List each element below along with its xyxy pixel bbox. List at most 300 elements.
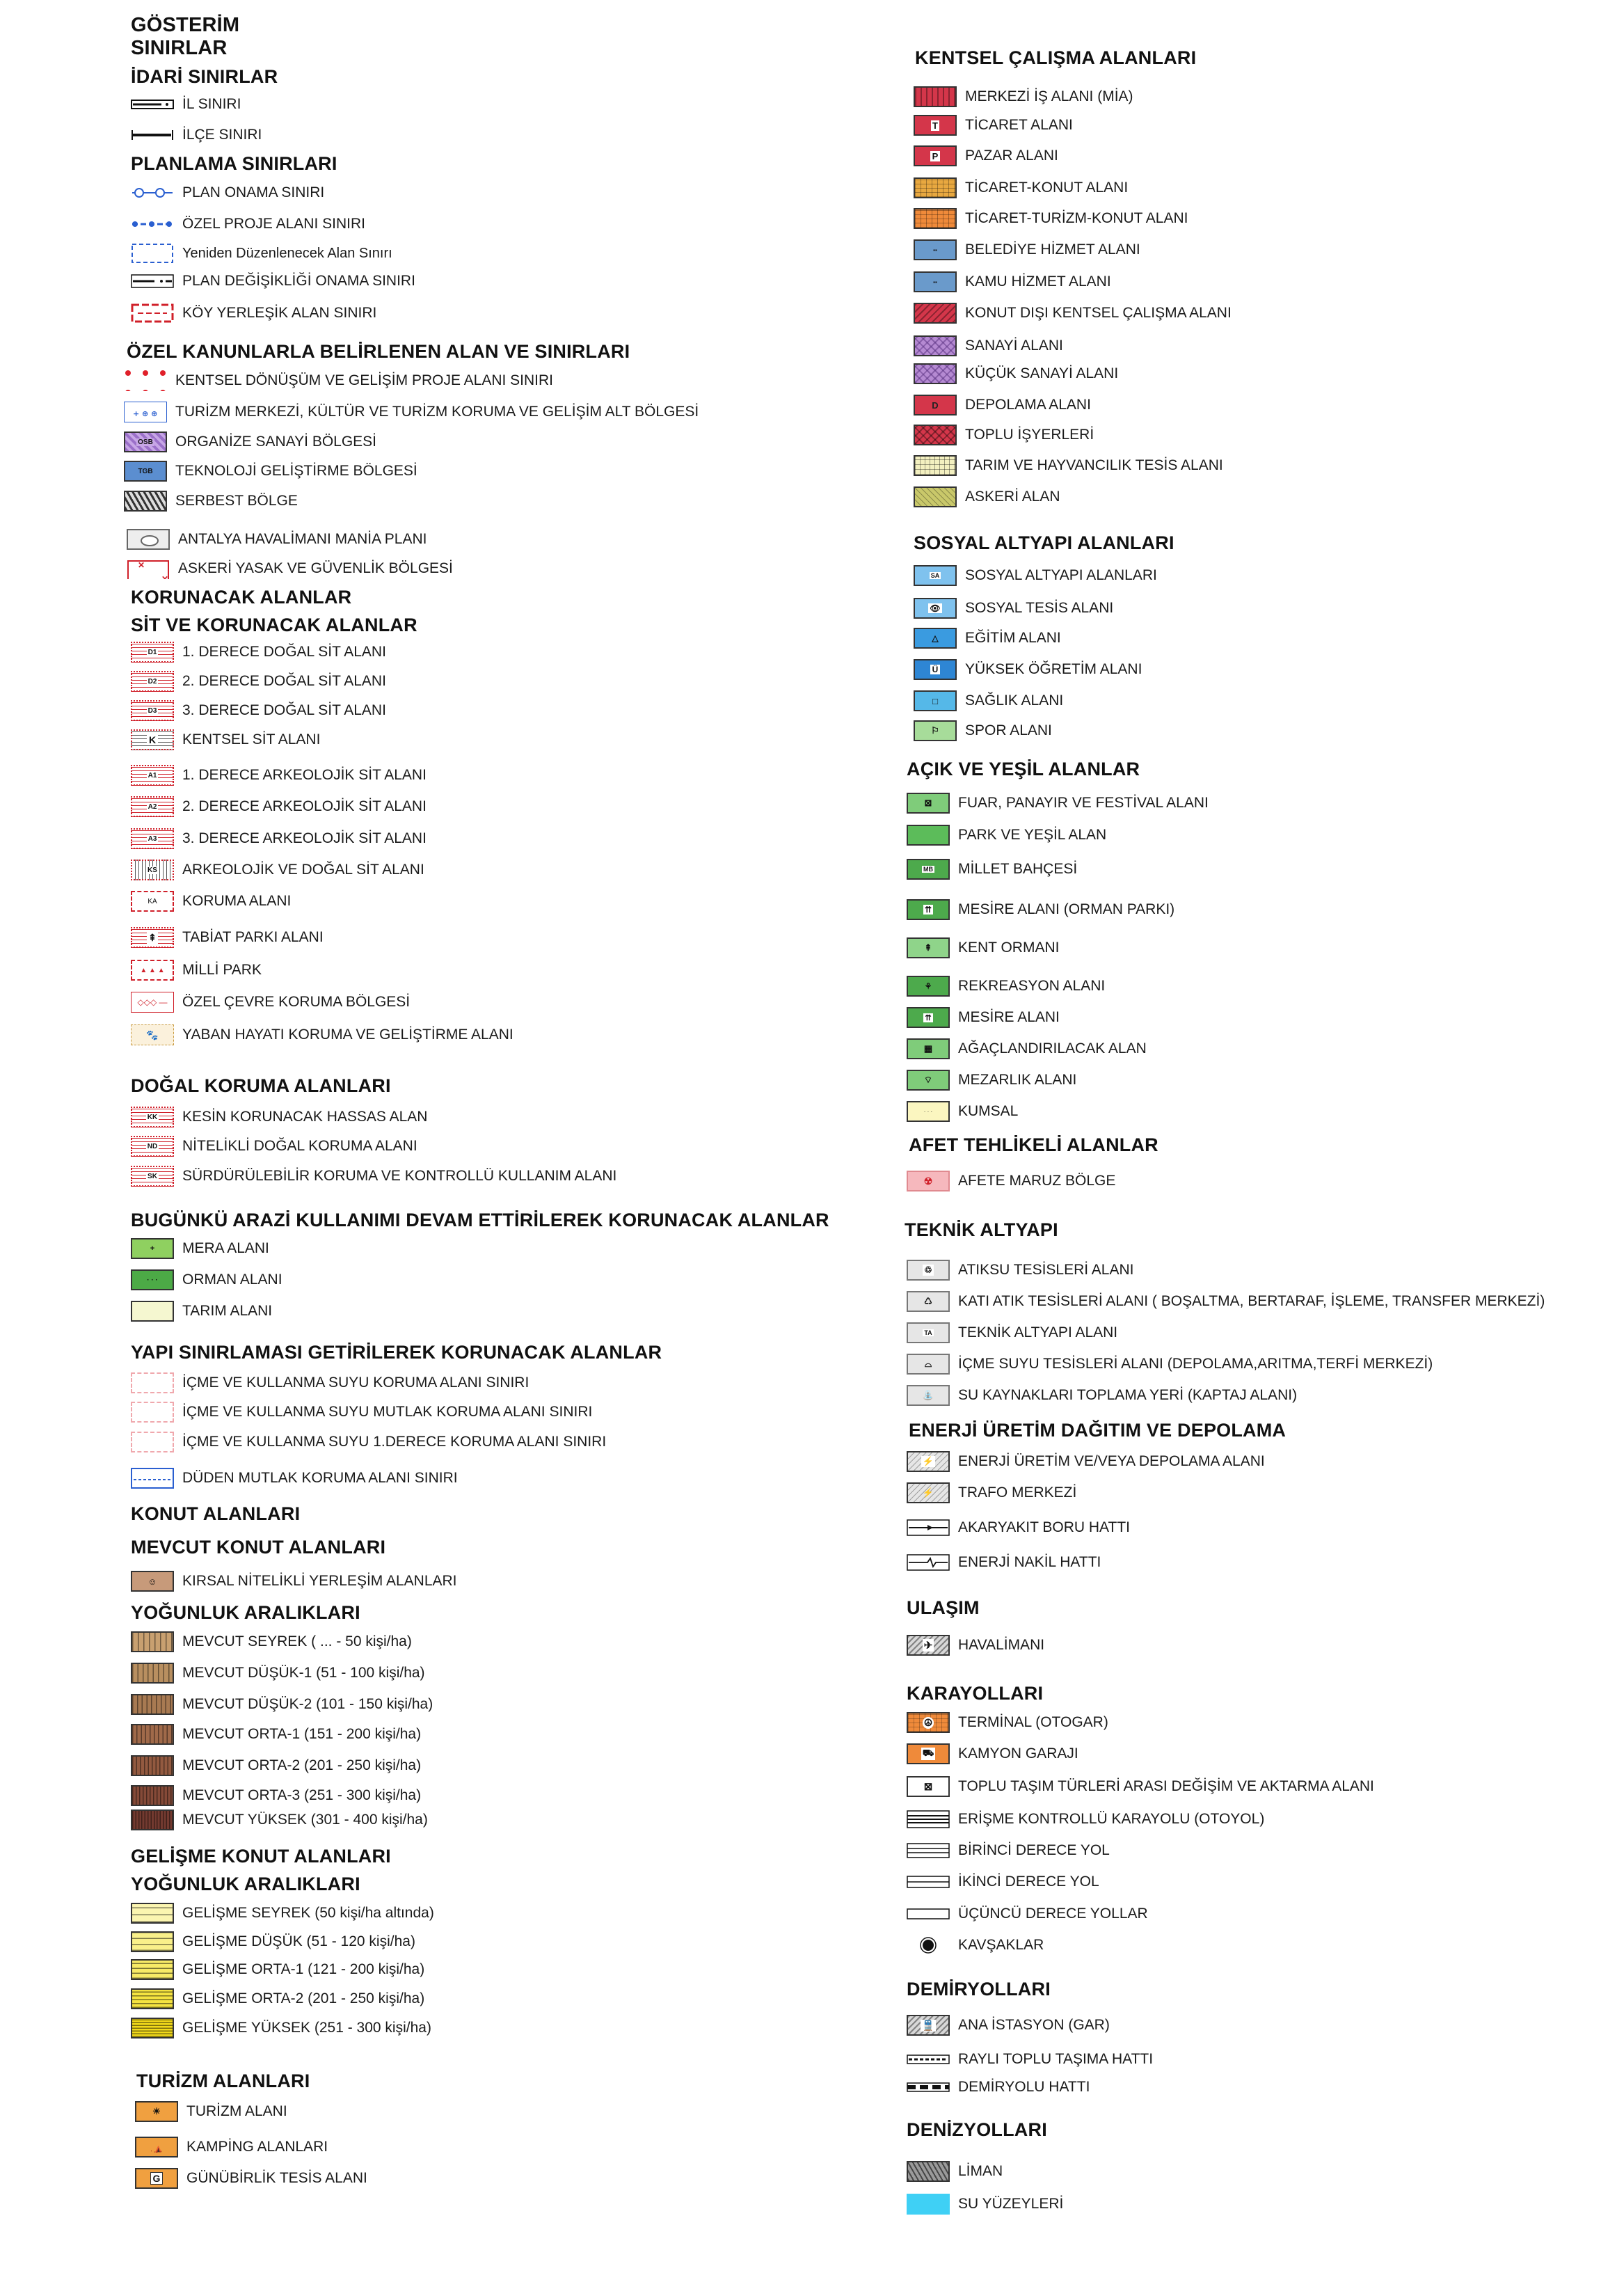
cemetery-icon: ⌔ xyxy=(907,1070,950,1091)
legend-label: TİCARET-TURİZM-KONUT ALANI xyxy=(965,210,1188,226)
day-use-facility-icon xyxy=(135,2168,178,2189)
legend-item xyxy=(131,212,365,236)
natural-site-2-icon xyxy=(131,671,174,692)
legend-code: MB xyxy=(923,866,933,873)
development-density-heading: YOĞUNLUK ARALIKLARI xyxy=(131,1874,360,1894)
legend-label: KAVŞAKLAR xyxy=(958,1937,1044,1953)
legend-label: MEVCUT YÜKSEK (301 - 400 kişi/ha) xyxy=(182,1812,428,1828)
legend-label: KAMU HİZMET ALANI xyxy=(965,274,1111,290)
legend-item xyxy=(907,1169,1115,1193)
legend-label: ORGANİZE SANAYİ BÖLGESİ xyxy=(175,434,377,450)
protection-area-icon xyxy=(131,891,174,912)
legend-label: MEVCUT DÜŞÜK-1 (51 - 100 kişi/ha) xyxy=(182,1665,425,1681)
legend-item xyxy=(135,2167,367,2190)
airport-icon: ✈ xyxy=(907,1635,950,1656)
legend-item xyxy=(131,728,320,752)
legend-item xyxy=(907,1352,1433,1376)
legend-label: TURİZM MERKEZİ, KÜLTÜR VE TURİZM KORUMA VE GELİŞİM ALT BÖLGESİ xyxy=(175,404,699,420)
legend-item xyxy=(124,459,417,483)
legend-item xyxy=(914,301,1232,325)
legend-label: TARIM ALANI xyxy=(182,1303,273,1319)
legend-label: TİCARET-KONUT ALANI xyxy=(965,180,1129,196)
legend-item xyxy=(124,430,376,454)
fair-icon: ⊠ xyxy=(907,793,950,814)
legend-item xyxy=(135,2135,328,2159)
tourism-center-icon xyxy=(124,402,167,422)
legend-label: 1. DERECE ARKEOLOJİK SİT ALANI xyxy=(182,767,427,783)
tourism-area-icon: ☀ xyxy=(135,2101,178,2122)
legend-item xyxy=(914,176,1128,200)
agri-livestock-icon xyxy=(914,455,957,476)
motorway-icon xyxy=(907,1809,950,1830)
legend-item xyxy=(131,1164,616,1188)
development-density-swatch xyxy=(131,2018,174,2038)
density-swatch xyxy=(131,1810,174,1830)
legend-label: ORMAN ALANI xyxy=(182,1272,282,1288)
legend-item xyxy=(131,670,386,693)
legend-code: SK xyxy=(148,1172,157,1180)
legend-item xyxy=(907,1933,1044,1957)
legend-label: TURİZM ALANI xyxy=(186,2103,287,2119)
transport-heading: ULAŞIM xyxy=(907,1597,980,1618)
natural-protection-heading: DOĞAL KORUMA ALANLARI xyxy=(131,1075,391,1096)
legend-label: SAĞLIK ALANI xyxy=(965,692,1064,708)
legend-item xyxy=(131,858,424,882)
legend-label: KUMSAL xyxy=(958,1103,1019,1119)
commerce-residential-icon xyxy=(914,177,957,198)
legend-item xyxy=(914,454,1223,477)
redevelopment-boundary-icon xyxy=(131,243,174,264)
site-areas-heading: SİT VE KORUNACAK ALANLAR xyxy=(131,615,417,635)
legend-label: 1. DERECE DOĞAL SİT ALANI xyxy=(182,644,386,660)
legend-label: EĞİTİM ALANI xyxy=(965,630,1061,646)
legend-title: GÖSTERİM xyxy=(131,14,240,36)
public-service-icon: ▪▪ xyxy=(914,271,957,292)
urban-transformation-boundary-icon xyxy=(124,370,167,391)
legend-label: SPOR ALANI xyxy=(965,722,1052,738)
legend-label: SOSYAL ALTYAPI ALANLARI xyxy=(965,567,1157,583)
legend-code: D xyxy=(932,399,939,411)
legend-item xyxy=(907,1775,1374,1798)
nature-park-icon: ⇞ xyxy=(131,927,174,948)
legend-item xyxy=(907,1516,1130,1539)
legend-item xyxy=(907,1384,1297,1407)
legend-label: KIRSAL NİTELİKLİ YERLEŞİM ALANLARI xyxy=(182,1573,457,1589)
legend-item xyxy=(914,85,1133,109)
legend-label: GELİŞME SEYREK (50 kişi/ha altında) xyxy=(182,1905,434,1921)
special-environment-icon: ◇◇◇ — xyxy=(131,992,174,1013)
legend-label: DEMİRYOLU HATTI xyxy=(958,2079,1090,2095)
water-protection-boundary-icon xyxy=(131,1372,174,1393)
legend-label: ERİŞME KONTROLLÜ KARAYOLU (OTOYOL) xyxy=(958,1811,1265,1827)
wastewater-icon: ♲ xyxy=(907,1260,950,1281)
legend-item xyxy=(131,301,376,325)
legend-item xyxy=(131,1371,529,1395)
legend-item xyxy=(131,926,324,949)
bus-terminal-icon: ☮ xyxy=(907,1712,950,1733)
density-swatch xyxy=(131,1663,174,1684)
train-station-icon: 🚆 xyxy=(907,2015,950,2036)
commerce-icon: T xyxy=(914,115,957,136)
qualified-natural-protection-icon xyxy=(131,1136,174,1157)
svg-text:✕: ✕ xyxy=(161,574,169,583)
legend-code: Ü xyxy=(930,665,941,674)
legend-label: TEKNİK ALTYAPI ALANI xyxy=(958,1324,1118,1340)
military-area-icon xyxy=(914,486,957,507)
legend-item xyxy=(907,1290,1545,1313)
technical-infrastructure-heading: TEKNİK ALTYAPI xyxy=(905,1219,1058,1240)
legend-label: TİCARET ALANI xyxy=(965,117,1073,133)
social-infrastructure-heading: SOSYAL ALTYAPI ALANLARI xyxy=(914,532,1174,553)
plan-approval-boundary-icon xyxy=(131,182,174,203)
legend-item xyxy=(907,2075,1090,2099)
legend-label: MEVCUT ORTA-1 (151 - 200 kişi/ha) xyxy=(182,1726,422,1742)
power-line-icon xyxy=(907,1552,950,1573)
fuel-pipeline-icon xyxy=(907,1517,950,1538)
agriculture-icon xyxy=(131,1301,174,1322)
national-park-icon: ▲ ▲ ▲ xyxy=(131,960,174,981)
archaeological-site-3-icon xyxy=(131,828,174,849)
legend-label: REKREASYON ALANI xyxy=(958,978,1106,994)
legend-label: Yeniden Düzenlenecek Alan Sınırı xyxy=(182,245,392,261)
legend-item xyxy=(124,400,699,424)
legend-label: TOPLU İŞYERLERİ xyxy=(965,427,1094,443)
legend-label: ANA İSTASYON (GAR) xyxy=(958,2017,1110,2033)
legend-label: MEZARLIK ALANI xyxy=(958,1072,1077,1088)
legend-code: A2 xyxy=(148,802,157,811)
open-green-heading: AÇIK VE YEŞİL ALANLAR xyxy=(907,759,1140,779)
legend-item xyxy=(131,1901,434,1925)
legend-item xyxy=(131,1400,592,1424)
legend-item xyxy=(131,1808,428,1832)
legend-item xyxy=(914,719,1052,743)
legend-item xyxy=(907,1037,1147,1061)
legend-code: P xyxy=(930,151,941,161)
legend-item xyxy=(131,1299,272,1323)
sustainable-protection-icon xyxy=(131,1166,174,1187)
legend-label: KÖY YERLEŞİK ALAN SINIRI xyxy=(182,305,377,321)
railways-heading: DEMİRYOLLARI xyxy=(907,1979,1051,2000)
legend-item xyxy=(135,2100,287,2123)
legend-code: TGB xyxy=(138,467,153,475)
legend-label: YABAN HAYATI KORUMA VE GELİŞTİRME ALANI xyxy=(182,1027,513,1043)
legend-label: MEVCUT ORTA-2 (201 - 250 kişi/ha) xyxy=(182,1757,422,1773)
legend-item xyxy=(907,2013,1110,2037)
military-security-zone-icon xyxy=(127,558,170,583)
recreation-icon: ⚘ xyxy=(907,976,950,997)
legend-code: D3 xyxy=(148,706,157,715)
legend-item xyxy=(131,93,241,116)
legend-label: SU YÜZEYLERİ xyxy=(958,2196,1064,2212)
legend-item xyxy=(907,1902,1148,1926)
collective-workplace-icon xyxy=(914,425,957,445)
legend-item xyxy=(914,485,1060,509)
admin-boundaries-heading: İDARİ SINIRLAR xyxy=(131,66,278,87)
legend-label: TOPLU TAŞIM TÜRLERİ ARASI DEĞİŞİM VE AKTARMA ALANI xyxy=(958,1778,1374,1794)
legend-label: GELİŞME YÜKSEK (251 - 300 kişi/ha) xyxy=(182,2020,431,2036)
natural-site-1-icon xyxy=(131,642,174,663)
legend-item xyxy=(907,1839,1110,1862)
legend-label: TERMİNAL (OTOGAR) xyxy=(958,1714,1108,1730)
legend-label: İLÇE SINIRI xyxy=(182,127,262,143)
higher-education-icon xyxy=(914,659,957,680)
legend-label: TRAFO MERKEZİ xyxy=(958,1485,1077,1501)
legend-label: KORUMA ALANI xyxy=(182,893,292,909)
urban-work-heading: KENTSEL ÇALIŞMA ALANLARI xyxy=(915,47,1197,68)
legend-label: MİLLET BAHÇESİ xyxy=(958,861,1078,877)
technical-infrastructure-icon xyxy=(907,1322,950,1343)
housing-areas-heading: KONUT ALANLARI xyxy=(131,1503,301,1524)
legend-label: PLAN DEĞİŞİKLİĞİ ONAMA SINIRI xyxy=(182,273,415,289)
central-business-icon xyxy=(914,86,957,107)
protected-areas-heading: KORUNACAK ALANLAR xyxy=(131,587,352,608)
legend-code: G xyxy=(150,2172,164,2185)
junction-icon xyxy=(907,1935,950,1956)
legend-label: ARKEOLOJİK VE DOĞAL SİT ALANI xyxy=(182,862,424,878)
legend-item xyxy=(907,1481,1076,1505)
legend-item xyxy=(907,2048,1153,2071)
legend-item xyxy=(131,1958,424,1981)
legend-code: OSB xyxy=(138,438,153,446)
forest-icon: · · · xyxy=(131,1269,174,1290)
legend-label: ENERJİ NAKİL HATTI xyxy=(958,1554,1101,1570)
legend-item xyxy=(131,2016,431,2040)
legend-label: GÜNÜBİRLİK TESİS ALANI xyxy=(186,2170,367,2186)
legend-label: MERA ALANI xyxy=(182,1240,269,1256)
legend-label: AKARYAKIT BORU HATTI xyxy=(958,1519,1130,1535)
industry-icon xyxy=(914,335,957,356)
strict-protection-icon xyxy=(131,1107,174,1127)
legend-label: MEVCUT SEYREK ( ... - 50 kişi/ha) xyxy=(182,1633,412,1649)
legend-item xyxy=(907,1633,1044,1657)
legend-item xyxy=(131,1569,457,1593)
legend-item xyxy=(124,489,298,513)
legend-item xyxy=(907,2160,1003,2183)
legend-label: İÇME VE KULLANMA SUYU MUTLAK KORUMA ALANI SINIRI xyxy=(182,1404,593,1420)
density-swatch xyxy=(131,1694,174,1715)
legend-item xyxy=(907,1870,1099,1894)
legend-item xyxy=(907,974,1105,998)
legend-item xyxy=(131,1268,282,1292)
legend-label: GELİŞME ORTA-1 (121 - 200 kişi/ha) xyxy=(182,1961,425,1977)
secondary-road-icon xyxy=(907,1871,950,1892)
legend-item xyxy=(131,1987,424,2011)
legend-label: ATIKSU TESİSLERİ ALANI xyxy=(958,1262,1134,1278)
legend-item xyxy=(131,1134,417,1158)
social-infrastructure-icon xyxy=(914,565,957,586)
legend-item xyxy=(907,1068,1076,1092)
legend-item xyxy=(131,640,386,664)
transfer-hub-icon: ⊠ xyxy=(907,1776,950,1797)
legend-item xyxy=(131,242,392,265)
legend-item xyxy=(131,1430,606,1454)
legend-item xyxy=(907,857,1077,881)
legend-item xyxy=(914,689,1063,713)
legend-item xyxy=(914,626,1061,650)
tourism-heading: TURİZM ALANLARI xyxy=(136,2071,310,2091)
legend-label: DÜDEN MUTLAK KORUMA ALANI SINIRI xyxy=(182,1470,458,1486)
legend-item xyxy=(914,238,1140,262)
storage-icon xyxy=(914,395,957,415)
legend-item xyxy=(914,113,1073,137)
legend-code: SA xyxy=(930,572,940,579)
legend-item xyxy=(131,269,415,293)
legend-label: TEKNOLOJİ GELİŞTİRME BÖLGESİ xyxy=(175,463,417,479)
airport-obstacle-plan-icon xyxy=(127,529,170,550)
legend-item xyxy=(131,958,262,982)
density-swatch xyxy=(131,1724,174,1745)
park-icon xyxy=(907,825,950,846)
legend-label: PARK VE YEŞİL ALAN xyxy=(958,827,1107,843)
urban-forest-icon: ⇞ xyxy=(907,937,950,958)
legend-code: K xyxy=(147,734,158,745)
disaster-heading: AFET TEHLİKELİ ALANLAR xyxy=(909,1134,1158,1155)
legend-item xyxy=(131,990,410,1014)
village-settlement-boundary-icon xyxy=(131,303,174,324)
highways-heading: KARAYOLLARI xyxy=(907,1683,1044,1704)
legend-label: FUAR, PANAYIR VE FESTİVAL ALANI xyxy=(958,795,1209,811)
svg-text:✕: ✕ xyxy=(138,560,145,570)
legend-label: KENTSEL SİT ALANI xyxy=(182,731,321,747)
truck-garage-icon: ⛟ xyxy=(907,1743,950,1764)
legend-label: GELİŞME ORTA-2 (201 - 250 kişi/ha) xyxy=(182,1990,425,2006)
municipal-service-icon: ▪▪ xyxy=(914,239,957,260)
legend-item xyxy=(914,564,1157,587)
special-laws-heading: ÖZEL KANUNLARLA BELİRLENEN ALAN VE SINIRLARI xyxy=(127,341,630,362)
legend-item xyxy=(131,1723,421,1746)
legend-item xyxy=(131,1661,425,1685)
planning-boundaries-heading: PLANLAMA SINIRLARI xyxy=(131,153,337,174)
small-industry-icon xyxy=(914,363,957,384)
free-zone-icon xyxy=(124,491,167,512)
legend-code: KK xyxy=(147,1113,158,1121)
legend-code: ND xyxy=(147,1142,158,1150)
transformer-icon: ⚡ xyxy=(907,1482,950,1503)
district-boundary-line-icon xyxy=(131,125,174,145)
legend-item xyxy=(131,1237,269,1260)
organized-industry-icon xyxy=(124,432,167,452)
legend-label: MESİRE ALANI xyxy=(958,1009,1060,1025)
development-housing-heading: GELİŞME KONUT ALANLARI xyxy=(131,1846,391,1867)
legend-label: KESİN KORUNACAK HASSAS ALAN xyxy=(182,1109,428,1125)
density-swatch xyxy=(131,1755,174,1776)
legend-item xyxy=(907,1450,1265,1473)
legend-item xyxy=(131,827,427,850)
nation-garden-icon xyxy=(907,859,950,880)
legend-item xyxy=(914,334,1063,358)
legend-item xyxy=(127,528,427,551)
legend-label: ANTALYA HAVALİMANI MANİA PLANI xyxy=(178,531,427,547)
legend-label: GELİŞME DÜŞÜK (51 - 120 kişi/ha) xyxy=(182,1933,415,1949)
legend-item xyxy=(914,362,1118,386)
legend-item xyxy=(914,270,1111,294)
density-swatch xyxy=(131,1631,174,1652)
legend-label: MİLLİ PARK xyxy=(182,962,262,978)
legend-item xyxy=(907,1258,1133,1282)
port-icon xyxy=(907,2161,950,2182)
legend-label: KATI ATIK TESİSLERİ ALANI ( BOŞALTMA, BERTARAF, İŞLEME, TRANSFER MERKEZİ) xyxy=(958,1293,1545,1309)
legend-label: KÜÇÜK SANAYİ ALANI xyxy=(965,365,1119,381)
legend-label: KONUT DIŞI KENTSEL ÇALIŞMA ALANI xyxy=(965,305,1232,321)
development-density-swatch xyxy=(131,1959,174,1980)
legend-item xyxy=(124,369,553,393)
legend-item xyxy=(131,889,291,913)
legend-item xyxy=(914,393,1091,417)
pasture-icon: + xyxy=(131,1238,174,1259)
drinking-water-facility-icon: ⌓ xyxy=(907,1354,950,1375)
legend-label: MEVCUT DÜŞÜK-2 (101 - 150 kişi/ha) xyxy=(182,1696,433,1712)
wildlife-area-icon: 🐾 xyxy=(131,1024,174,1045)
legend-item xyxy=(914,423,1094,447)
density-heading: YOĞUNLUK ARALIKLARI xyxy=(131,1602,360,1623)
development-density-swatch xyxy=(131,1903,174,1924)
legend-label: İÇME SUYU TESİSLERİ ALANI (DEPOLAMA,ARITMA,TERFİ MERKEZİ) xyxy=(958,1356,1433,1372)
legend-item xyxy=(907,898,1174,921)
current-land-use-heading: BUGÜNKÜ ARAZİ KULLANIMI DEVAM ETTİRİLEREK KORUNACAK ALANLAR xyxy=(131,1210,829,1230)
afforestation-icon: ▦ xyxy=(907,1038,950,1059)
legend-label: İL SINIRI xyxy=(182,96,241,112)
legend-item xyxy=(127,557,453,583)
energy-production-icon: ⚡ xyxy=(907,1451,950,1472)
legend-label: MESİRE ALANI (ORMAN PARKI) xyxy=(958,901,1175,917)
legend-item xyxy=(131,123,262,147)
legend-item xyxy=(131,1930,415,1954)
legend-label: LİMAN xyxy=(958,2163,1003,2179)
commerce-tourism-residential-icon xyxy=(914,208,957,229)
legend-label: İKİNCİ DERECE YOL xyxy=(958,1874,1099,1890)
legend-code: TA xyxy=(924,1329,932,1336)
beach-icon: · · · xyxy=(907,1101,950,1122)
legend-code: KS xyxy=(148,866,157,874)
primary-road-icon xyxy=(907,1840,950,1861)
legend-label: AĞAÇLANDIRILACAK ALAN xyxy=(958,1040,1147,1056)
legend-item xyxy=(907,1100,1018,1123)
sport-icon: ⚐ xyxy=(914,720,957,741)
duden-protection-boundary-icon xyxy=(131,1468,174,1489)
legend-label: İÇME VE KULLANMA SUYU KORUMA ALANI SINIRI xyxy=(182,1375,529,1391)
legend-item xyxy=(131,763,427,787)
legend-code: A3 xyxy=(148,834,157,843)
urban-site-icon xyxy=(131,729,174,750)
tertiary-road-icon xyxy=(907,1903,950,1924)
legend-label: PLAN ONAMA SINIRI xyxy=(182,184,325,200)
legend-item xyxy=(131,1630,412,1654)
camping-icon: ⛺ xyxy=(135,2137,178,2158)
legend-code: D1 xyxy=(148,648,157,656)
legend-item xyxy=(914,207,1188,230)
legend-label: SOSYAL TESİS ALANI xyxy=(965,600,1114,616)
existing-housing-heading: MEVCUT KONUT ALANLARI xyxy=(131,1537,386,1558)
legend-code: A1 xyxy=(148,771,157,779)
legend-label: SÜRDÜRÜLEBİLİR KORUMA VE KONTROLLÜ KULLANIM ALANI xyxy=(182,1168,617,1184)
legend-label: ENERJİ ÜRETİM VE/VEYA DEPOLAMA ALANI xyxy=(958,1453,1265,1469)
legend-label: BİRİNCİ DERECE YOL xyxy=(958,1842,1110,1858)
legend-label: ÖZEL ÇEVRE KORUMA BÖLGESİ xyxy=(182,994,411,1010)
legend-label: KAMPİNG ALANLARI xyxy=(186,2139,328,2155)
market-icon xyxy=(914,145,957,166)
legend-item xyxy=(907,1807,1264,1831)
natural-site-3-icon xyxy=(131,700,174,721)
legend-item xyxy=(131,1693,433,1716)
legend-label: 2. DERECE ARKEOLOJİK SİT ALANI xyxy=(182,798,427,814)
legend-label: DEPOLAMA ALANI xyxy=(965,397,1091,413)
legend-item xyxy=(131,181,324,205)
legend-label: ASKERİ YASAK VE GÜVENLİK BÖLGESİ xyxy=(178,560,453,576)
legend-item xyxy=(907,823,1106,847)
legend-label: TABİAT PARKI ALANI xyxy=(182,929,324,945)
health-icon: □ xyxy=(914,690,957,711)
legend-label: İÇME VE KULLANMA SUYU 1.DERECE KORUMA ALANI SINIRI xyxy=(182,1434,607,1450)
